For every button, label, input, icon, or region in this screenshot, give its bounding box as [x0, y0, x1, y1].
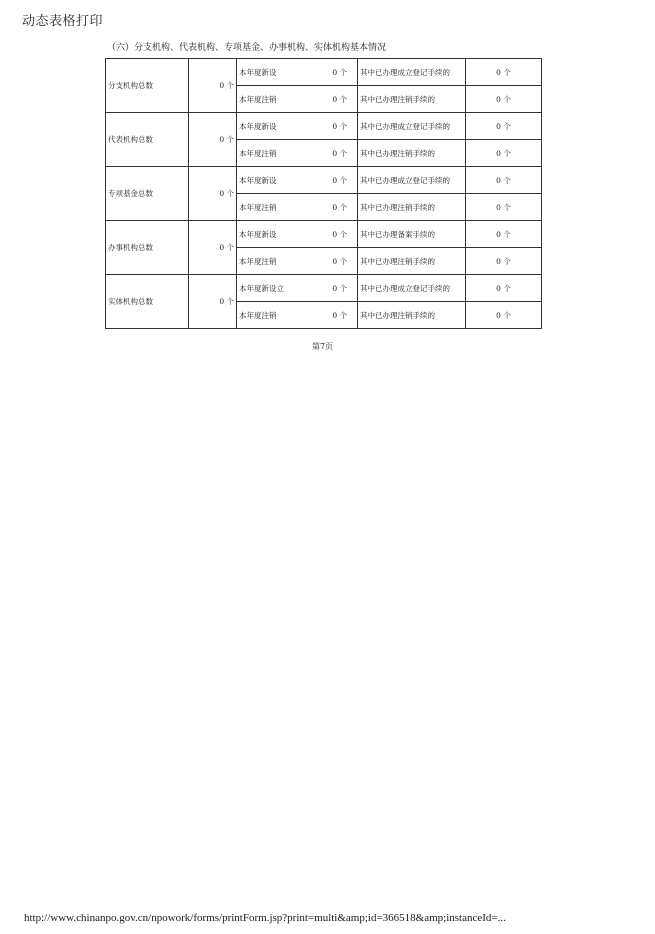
category-total: 0 个: [189, 221, 237, 275]
category-total: 0 个: [189, 113, 237, 167]
sub-value: 0 个: [332, 148, 347, 158]
sub-label: 本年度新设立: [239, 283, 284, 293]
sub-label: 本年度新设: [239, 67, 277, 77]
detail-value: 0 个: [466, 194, 542, 221]
category-label: 专项基金总数: [106, 167, 189, 221]
sub-value: 0 个: [332, 175, 347, 185]
category-label: 实体机构总数: [106, 275, 189, 329]
sub-cell: [237, 221, 358, 248]
detail-value: 0 个: [466, 275, 542, 302]
sub-label: 本年度注销: [239, 94, 277, 104]
category-total: 0 个: [189, 167, 237, 221]
table-row: [106, 167, 542, 194]
detail-value: 0 个: [466, 248, 542, 275]
sub-cell: [237, 302, 358, 329]
sub-label: 本年度新设: [239, 175, 277, 185]
detail-label: 其中已办理注销手续的: [358, 302, 466, 329]
sub-value: 0 个: [332, 67, 347, 77]
category-total: 0 个: [189, 275, 237, 329]
detail-value: 0 个: [466, 113, 542, 140]
table-row: [106, 275, 542, 302]
page-header-title: 动态表格打印: [22, 14, 104, 29]
detail-label: 其中已办理成立登记手续的: [358, 59, 466, 86]
table-row: [106, 59, 542, 86]
detail-label: 其中已办理成立登记手续的: [358, 113, 466, 140]
table-row: [106, 113, 542, 140]
sub-label: 本年度注销: [239, 202, 277, 212]
page-number: 第7页: [311, 342, 334, 351]
sub-cell: [237, 113, 358, 140]
sub-value: 0 个: [332, 94, 347, 104]
category-label: 代表机构总数: [106, 113, 189, 167]
sub-cell: [237, 194, 358, 221]
sub-label: 本年度注销: [239, 310, 277, 320]
category-label: 办事机构总数: [106, 221, 189, 275]
sub-cell: [237, 59, 358, 86]
sub-label: 本年度新设: [239, 229, 277, 239]
sub-cell: [237, 275, 358, 302]
category-label: 分支机构总数: [106, 59, 189, 113]
detail-value: 0 个: [466, 59, 542, 86]
sub-value: 0 个: [332, 283, 347, 293]
institutions-table: [105, 58, 542, 329]
sub-cell: [237, 167, 358, 194]
sub-value: 0 个: [332, 229, 347, 239]
detail-label: 其中已办理注销手续的: [358, 86, 466, 113]
sub-label: 本年度新设: [239, 121, 277, 131]
detail-label: 其中已办理注销手续的: [358, 194, 466, 221]
sub-label: 本年度注销: [239, 256, 277, 266]
sub-cell: [237, 140, 358, 167]
sub-cell: [237, 248, 358, 275]
detail-value: 0 个: [466, 167, 542, 194]
sub-value: 0 个: [332, 256, 347, 266]
sub-cell: [237, 86, 358, 113]
sub-label: 本年度注销: [239, 148, 277, 158]
detail-value: 0 个: [466, 86, 542, 113]
detail-label: 其中已办理成立登记手续的: [358, 167, 466, 194]
footer-url: http://www.chinanpo.gov.cn/npowork/forms/printForm.jsp?print=multi&amp;id=366518&amp;instanceId=...: [24, 912, 506, 924]
section-title: （六）分支机构、代表机构、专项基金、办事机构、实体机构基本情况: [107, 43, 387, 53]
detail-label: 其中已办理注销手续的: [358, 248, 466, 275]
detail-value: 0 个: [466, 140, 542, 167]
detail-label: 其中已办理备案手续的: [358, 221, 466, 248]
sub-value: 0 个: [332, 310, 347, 320]
sub-value: 0 个: [332, 202, 347, 212]
category-total: 0 个: [189, 59, 237, 113]
table-row: [106, 221, 542, 248]
detail-label: 其中已办理成立登记手续的: [358, 275, 466, 302]
detail-value: 0 个: [466, 221, 542, 248]
sub-value: 0 个: [332, 121, 347, 131]
detail-label: 其中已办理注销手续的: [358, 140, 466, 167]
detail-value: 0 个: [466, 302, 542, 329]
